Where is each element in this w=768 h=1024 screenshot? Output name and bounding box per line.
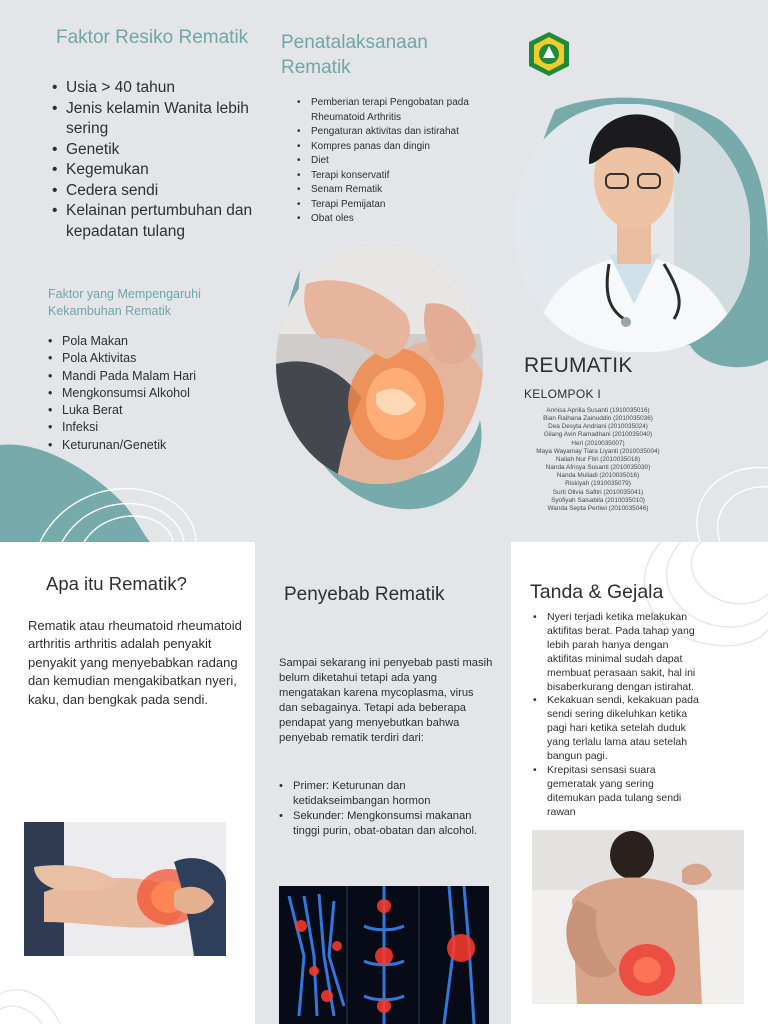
- list-item: • Cedera sendi: [52, 181, 267, 202]
- list-item: • Infeksi: [48, 419, 263, 436]
- foot-pain-photo: [24, 822, 226, 956]
- list-item: Nailah Nur Fitri (2010035018): [555, 455, 641, 463]
- kambuh-list: [48, 333, 263, 454]
- cover-title: REUMATIK: [524, 354, 633, 377]
- faktor-resiko-title: Faktor Resiko Rematik: [56, 27, 249, 48]
- penatalaksanaan-title: Penatalaksanaan Rematik: [281, 32, 428, 78]
- tanda-list: [533, 611, 705, 820]
- list-item: • Primer: Keturunan dan ketidakseimbangan hormon: [279, 779, 495, 809]
- skeleton-xray-photo: [279, 886, 489, 1024]
- list-item: • Pola Aktivitas: [48, 350, 263, 367]
- university-logo-icon: [525, 30, 573, 78]
- group-name: KELOMPOK I: [524, 387, 602, 401]
- decorative-curves-bottom-left: [0, 964, 120, 1024]
- apa-itu-text: Rematik atau rheumatoid rheumatoid arthritis arthritis adalah penyakit penyakit yang menyebabkan radang dan kemudian mengakibatkan nyeri, kaku, dan bengkak pada sendi.: [28, 618, 242, 707]
- list-item: • Terapi Pemijatan: [297, 198, 497, 213]
- list-item: • Luka Berat: [48, 402, 263, 419]
- member-list: [520, 407, 676, 513]
- list-item: • Krepitasi sensasi suara gemeratak yang sering ditemukan pada tulang sendi rawan: [533, 764, 705, 820]
- penatalaksanaan-list: [297, 96, 497, 227]
- list-item: • Kegemukan: [52, 160, 267, 181]
- faktor-resiko-list: [52, 78, 267, 242]
- list-item: • Diet: [297, 154, 497, 169]
- list-item: Nanda Afrisya Susanti (2010035030): [545, 464, 651, 472]
- list-item: • Jenis kelamin Wanita lebih sering: [52, 99, 267, 140]
- list-item: • Kompres panas dan dingin: [297, 140, 497, 155]
- tanda-title: Tanda & Gejala: [530, 581, 664, 603]
- outline-curve-right-2: [718, 487, 768, 542]
- list-item: • Mandi Pada Malam Hari: [48, 368, 263, 385]
- outline-curve-right: [697, 468, 768, 543]
- back-pain-photo: [532, 830, 744, 1004]
- list-item: • Usia > 40 tahun: [52, 78, 267, 99]
- list-item: Riskiyah (1910035079): [565, 480, 631, 488]
- list-item: • Pola Makan: [48, 333, 263, 350]
- list-item: • Sekunder: Mengkonsumsi makanan tinggi purin, obat-obatan dan alcohol.: [279, 809, 495, 839]
- knee-pain-photo: [276, 244, 483, 484]
- list-item: • Terapi konservatif: [297, 169, 497, 184]
- list-item: • Mengkonsumsi Alkohol: [48, 385, 263, 402]
- list-item: • Keturunan/Genetik: [48, 437, 263, 454]
- list-item: • Pemberian terapi Pengobatan pada Rheumatoid Arthritis: [297, 96, 497, 125]
- list-item: • Kelainan pertumbuhan dan kepadatan tulang: [52, 201, 267, 242]
- teal-blob-bottom-left: [0, 444, 150, 542]
- list-item: Wanda Septa Pertiwi (2010035046): [547, 504, 649, 512]
- list-item: • Genetik: [52, 140, 267, 161]
- list-item: • Pengaturan aktivitas dan istirahat: [297, 125, 497, 140]
- penyebab-list: [279, 779, 495, 839]
- penyebab-title: Penyebab Rematik: [284, 584, 445, 605]
- list-item: • Nyeri terjadi ketika melakukan aktifitas berat. Pada tahap yang lebih parah hanya dengan aktifitas minimal sudah dapat membuat perasaan sakit, hal ini bisaberkurang dengan istirahat.: [533, 611, 705, 694]
- list-item: Annisa Aprilia Susanti (1910035016): [546, 407, 650, 414]
- list-item: Syofiyah Salsabila (2010035010): [551, 496, 645, 504]
- list-item: Gilang Avin Ramadhani (2010035040): [543, 431, 653, 439]
- kambuh-title: Faktor yang Mempengaruhi Kekambuhan Rematik: [48, 287, 201, 318]
- list-item: Heri (2010035007): [571, 439, 625, 447]
- list-item: Bian Raihana Zainuddin (2010035036): [543, 415, 653, 423]
- list-item: Dea Desyta Andriani (2010035024): [548, 423, 648, 431]
- doctor-photo: [514, 104, 750, 352]
- list-item: • Kekakuan sendi, kekakuan pada sendi sering dikeluhkan ketika pagi hari ketika setelah duduk yang terlalu lama atau setelah bangun pagi.: [533, 694, 705, 764]
- list-item: Surti Olivia Safitri (2010035041): [552, 488, 644, 496]
- list-item: Nanda Muliadi (2010035016): [556, 472, 640, 480]
- apa-itu-title: Apa itu Rematik?: [46, 573, 187, 594]
- list-item: Maya Wayamay Tiara Liyanti (2010035004): [536, 447, 660, 455]
- penyebab-text: Sampai sekarang ini penyebab pasti masih belum diketahui tetapi ada yang mengatakan karena mycoplasma, virus dan sebagainya. Tetapi ada beberapa pendapat yang menyebutkan bahwa penyebab rematik terdiri dari:: [279, 657, 493, 744]
- list-item: • Senam Rematik: [297, 183, 497, 198]
- list-item: • Obat oles: [297, 212, 497, 227]
